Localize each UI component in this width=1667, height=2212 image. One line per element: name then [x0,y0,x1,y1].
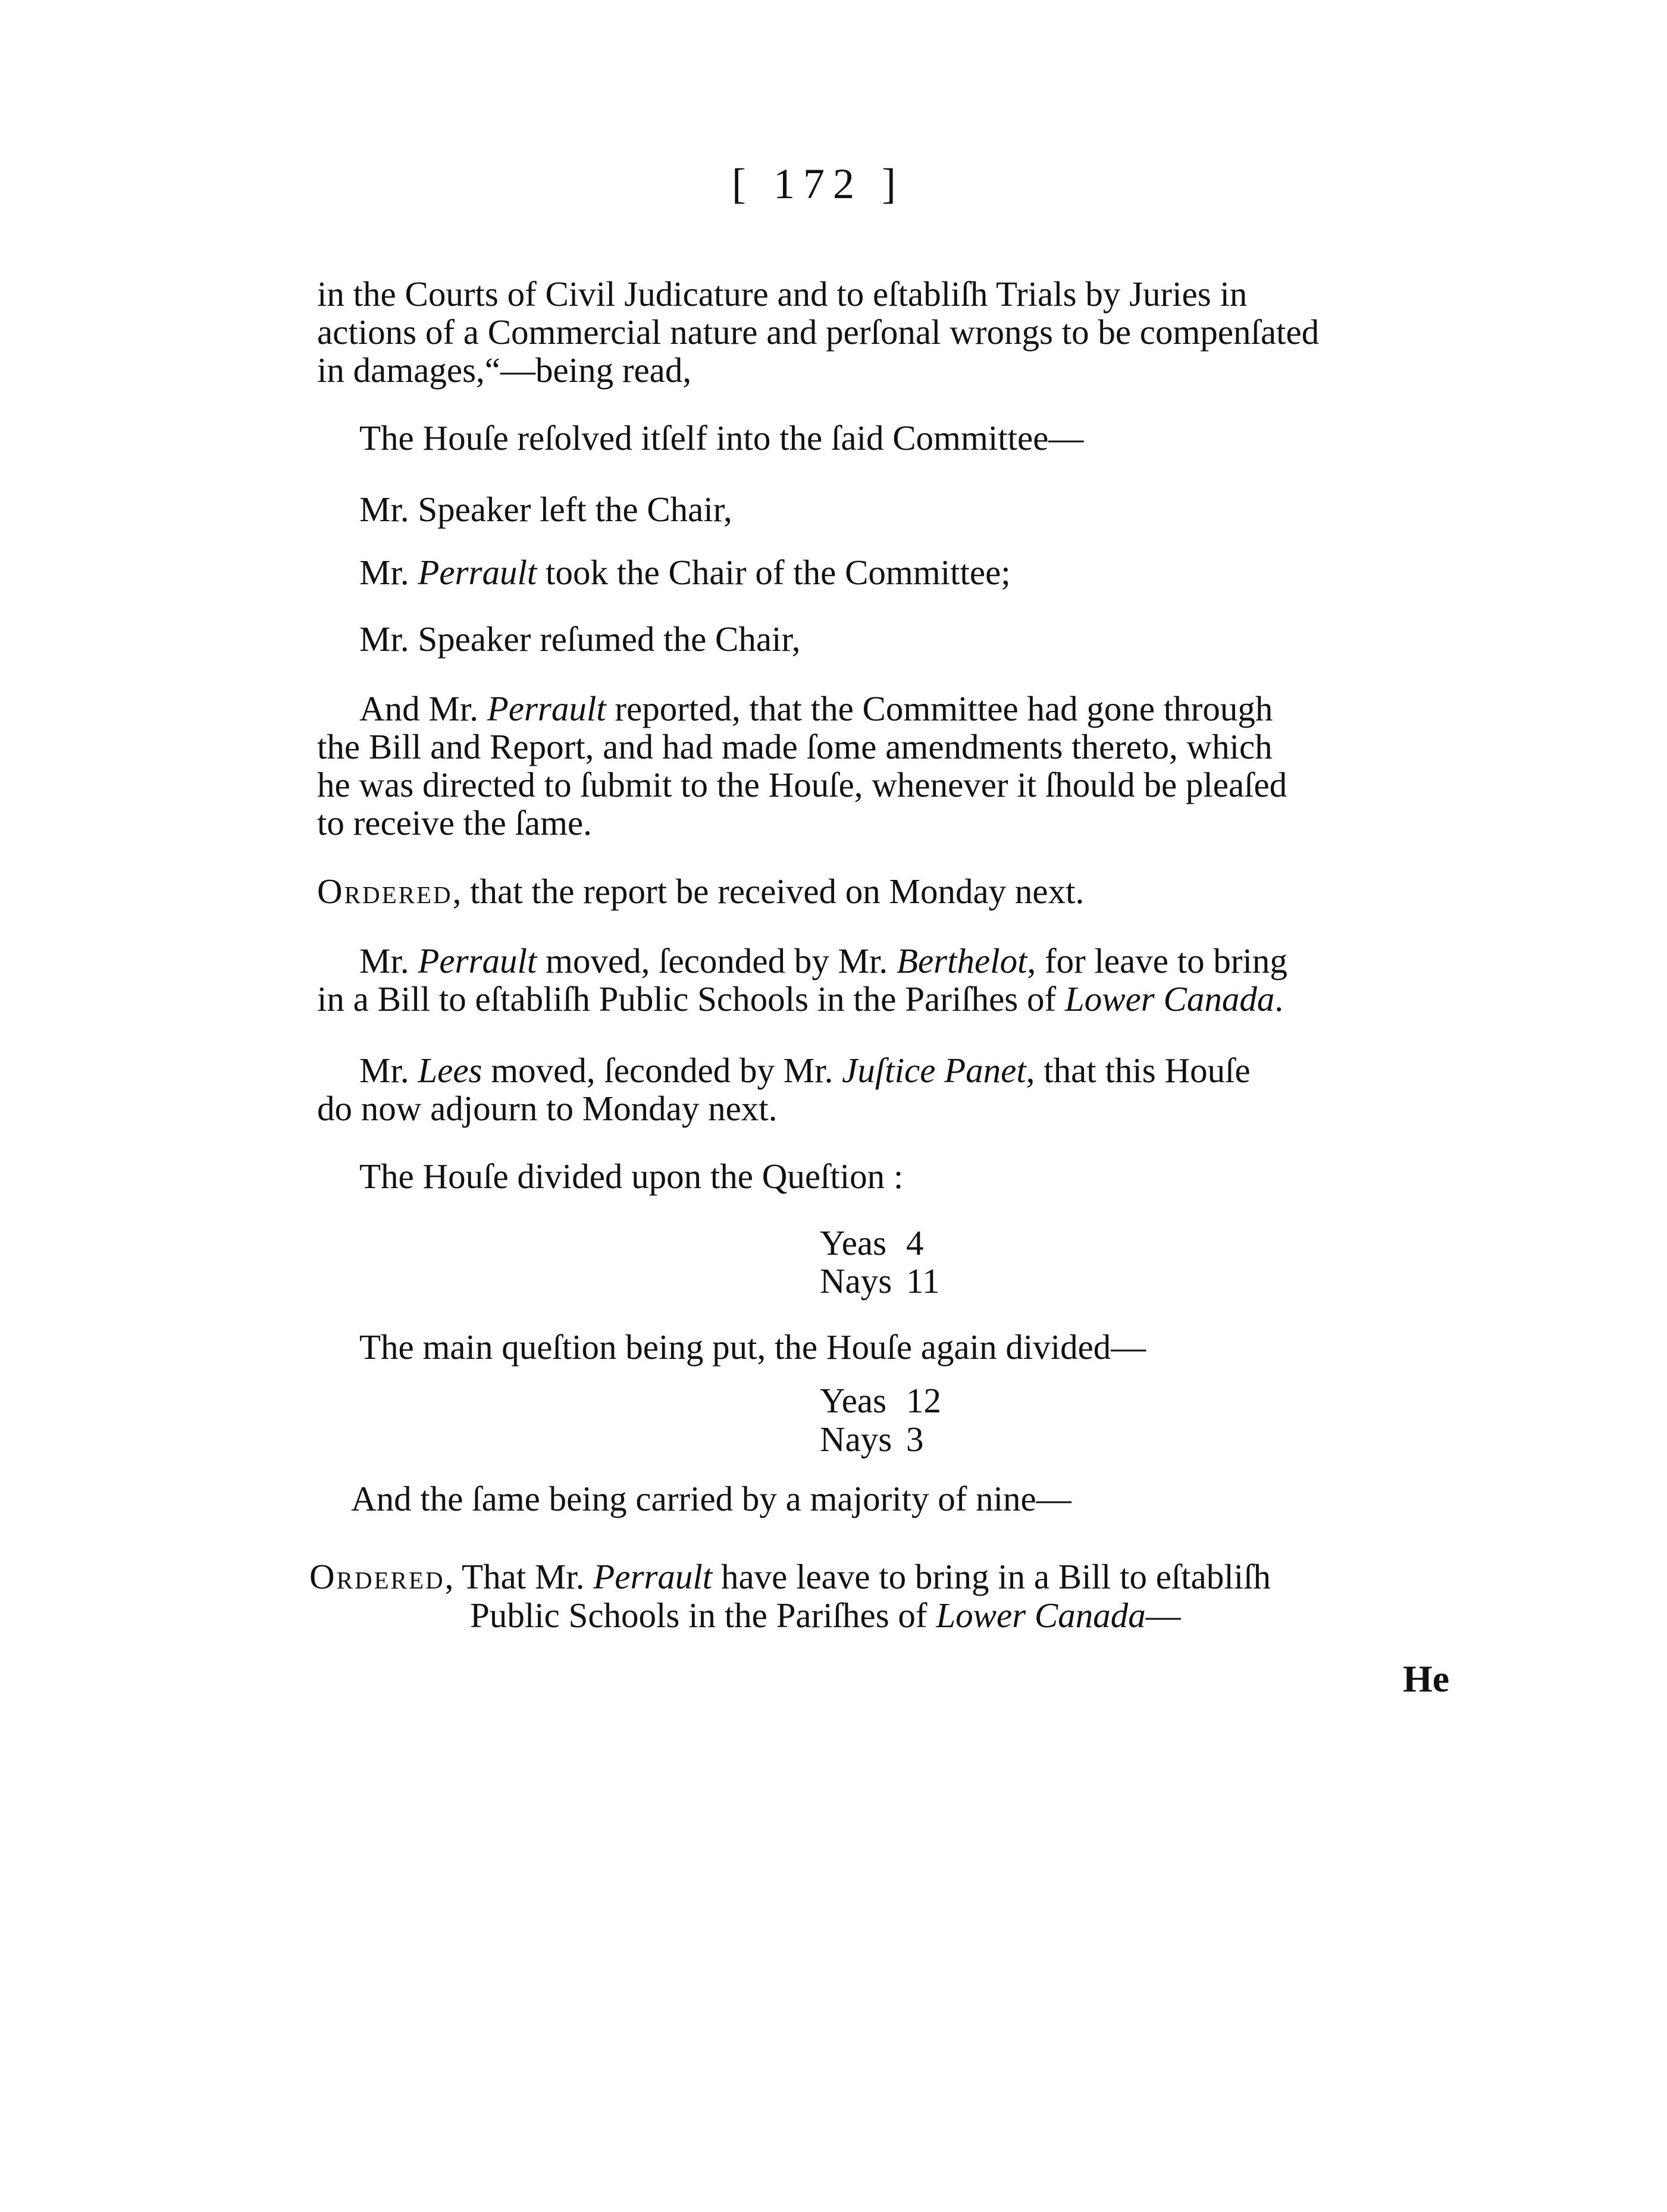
member-name: Perrault [418,553,537,592]
page-number: [ 172 ] [732,160,904,208]
division-intro: The Houſe divided upon the Queſtion : [359,1157,904,1196]
text-line: And Mr. Perrault reported, that the Committee had gone through [359,689,1273,728]
member-name: Juſtice Panet [842,1051,1026,1090]
text-line: in the Courts of Civil Judicature and to eſtabliſh Trials by Juries in [317,274,1248,314]
member-name: Perrault [418,941,537,980]
text-line: do now adjourn to Monday next. [317,1089,778,1128]
division-intro: The main queſtion being put, the Houſe again divided— [359,1327,1146,1367]
text-line: Mr. Perrault moved, ſeconded by Mr. Berthelot, for leave to bring [359,941,1287,980]
text-line: Ordered, That Mr. Perrault have leave to bring in a Bill to eſtabliſh [309,1557,1271,1596]
chair-taken: Mr. Perrault took the Chair of the Committee; [359,553,1011,592]
yeas-count: Yeas 12 [820,1381,941,1420]
text-line: the Bill and Report, and had made ſome amendments thereto, which [317,727,1273,766]
text-line: actions of a Commercial nature and perſonal wrongs to be compenſated [317,312,1320,352]
ordered-word: Ordered [309,1557,445,1596]
text-line: in a Bill to eſtabliſh Public Schools in the Pariſhes of Lower Canada. [317,979,1284,1019]
text-line: Public Schools in the Pariſhes of Lower Canada— [470,1596,1181,1635]
member-name: Perrault [487,689,606,728]
catchword: He [1403,1658,1450,1700]
place-name: Lower Canada [1064,979,1275,1019]
carried-statement: And the ſame being carried by a majority of nine— [351,1479,1071,1518]
member-name: Lees [418,1051,482,1090]
member-name: Perrault [593,1557,713,1596]
member-name: Berthelot [896,941,1027,980]
text-line: he was directed to ſubmit to the Houſe, whenever it ſhould be pleaſed [317,765,1287,804]
text-line: Mr. Lees moved, ſeconded by Mr. Juſtice Panet, that this Houſe [359,1051,1251,1090]
ordered-word: Ordered [317,872,453,911]
speaker-resumed-chair: Mr. Speaker reſumed the Chair, [359,619,801,659]
text-line: to receive the ſame. [317,803,592,842]
nays-count: Nays 3 [820,1420,924,1459]
committee-resolution: The Houſe reſolved itſelf into the ſaid Committee— [359,418,1084,458]
order-report: Ordered, that the report be received on Monday next. [317,872,1085,911]
yeas-count: Yeas 4 [820,1223,924,1262]
place-name: Lower Canada [936,1596,1146,1635]
text-line: in damages,“—being read, [317,350,692,390]
nays-count: Nays 11 [820,1261,940,1301]
speaker-left-chair: Mr. Speaker left the Chair, [359,490,732,529]
